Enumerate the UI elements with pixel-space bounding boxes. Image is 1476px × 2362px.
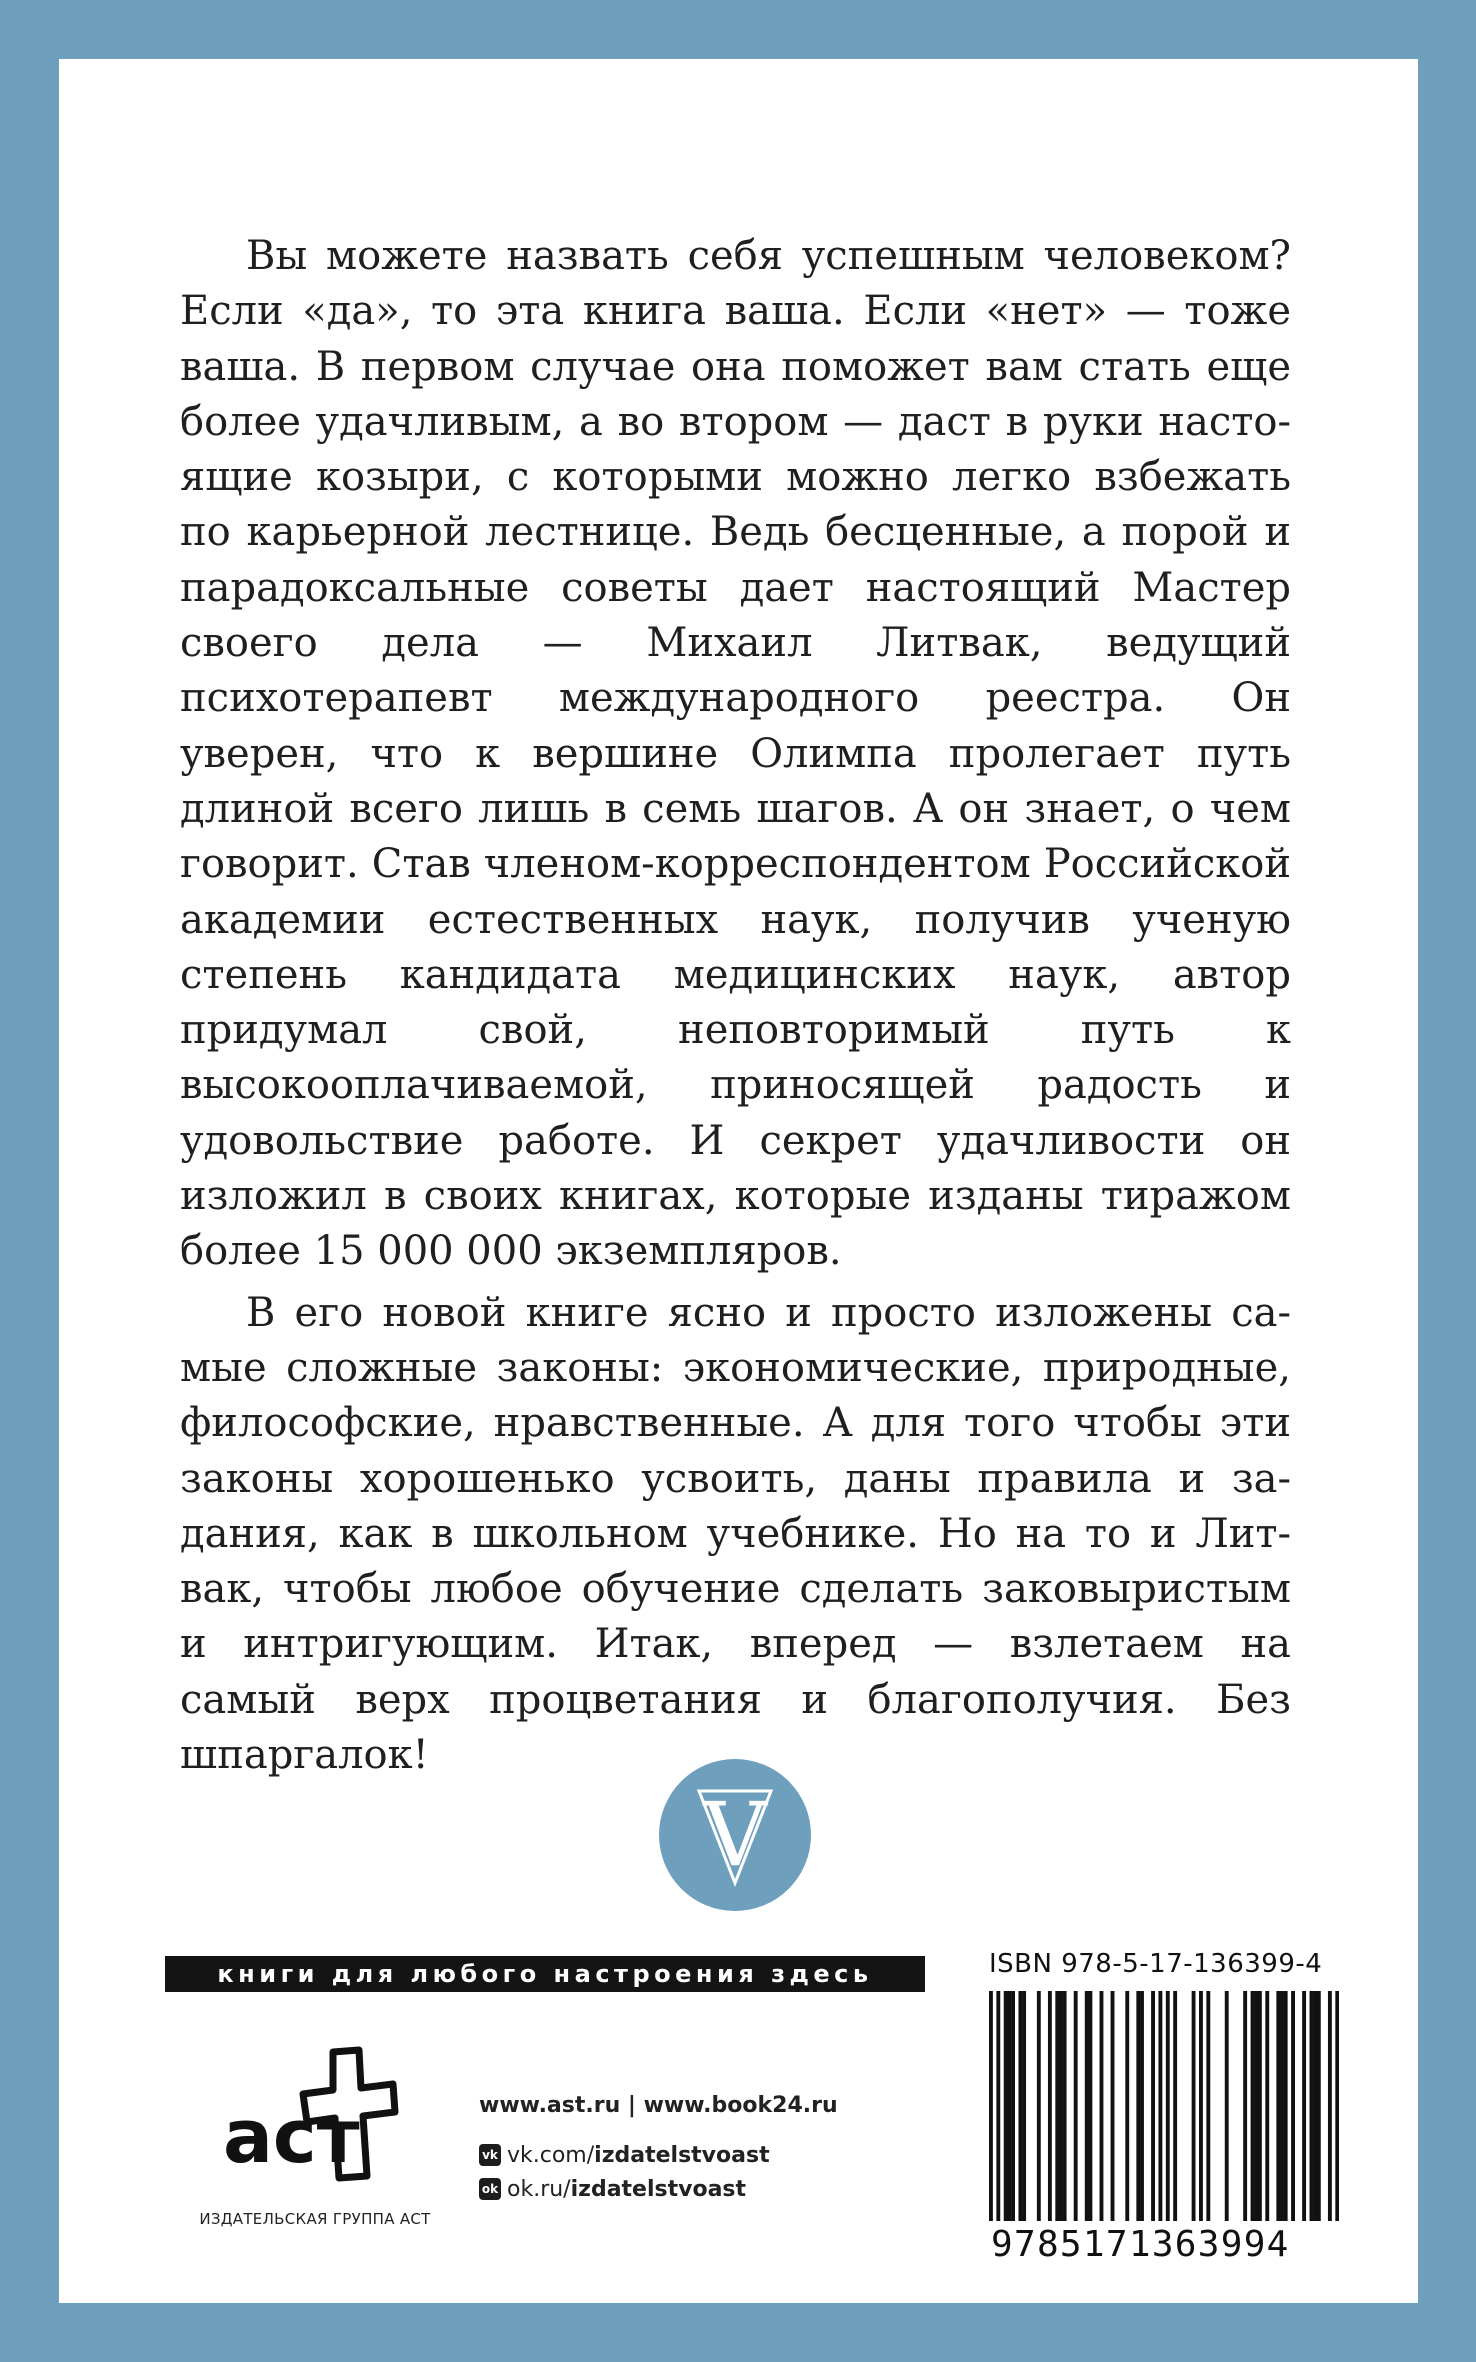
barcode-bar (1254, 1991, 1258, 2221)
barcode-bar (1276, 1991, 1280, 2221)
v-emblem-icon (659, 1759, 811, 1911)
barcode-bar (1166, 1991, 1170, 2221)
barcode-bar (996, 1991, 1000, 2221)
barcode-bar (1225, 1991, 1229, 2221)
barcode-bar (1063, 1991, 1067, 2221)
barcode-bar (1158, 1991, 1162, 2221)
vk-link[interactable] (479, 2139, 838, 2171)
barcode-bar (1280, 1991, 1284, 2221)
slogan-banner: книги для любого настроения здесь (165, 1956, 925, 1992)
barcode-bar (1022, 1991, 1026, 2221)
barcode-bar (1243, 1991, 1247, 2221)
ok-handle: izdatelstvoast (570, 2176, 747, 2202)
websites-link[interactable]: www.ast.ru | www.book24.ru (479, 2093, 838, 2118)
vk-handle: izdatelstvoast (594, 2142, 770, 2168)
barcode-bar (1284, 1991, 1288, 2221)
barcode-bar (1011, 1991, 1015, 2221)
back-cover (59, 59, 1418, 2303)
barcode-bar (1018, 1991, 1022, 2221)
annotation-paragraph-1: Вы можете назвать себя успешным человеком? Если «да», то эта книга ваша. Если «нет» — тоже ваша. В первом случае она поможет вам стать еще более удачливым, а во втором — даст в руки настоящие козыри, с которыми можно легко взбежать по карьерной лестнице. Ведь бесценные, а порой и парадоксальные советы дает настоящий Мастер своего дела — Михаил Литвак, ведущий психотерапевт международного реестра. Он уверен, что к вершине Олимпа пролегает путь длиной всего лишь в семь шагов. А он знает, о чем говорит. Став членом-корреспондентом Российской академии естественных наук, получив ученую степень кандидата медицинских наук, автор придумал свой, неповторимый путь к высокооплачиваемой, приносящей радость и удовольствие работе. И секрет удачливости он изложил в своих книгах, которые изданы тиражом более 15 000 000 экземпляров. (180, 233, 1291, 1275)
barcode-bar (1310, 1991, 1314, 2221)
barcode-bar (1258, 1991, 1262, 2221)
barcode-bar (1111, 1991, 1115, 2221)
barcode-bar (1328, 1991, 1332, 2221)
barcode-bar (1059, 1991, 1063, 2221)
publisher-caption: ИЗДАТЕЛЬСКАЯ ГРУППА АСТ (199, 2210, 431, 2228)
barcode-bar (1199, 1991, 1203, 2221)
barcode-bar (1004, 1991, 1008, 2221)
vk-icon: vk (479, 2144, 501, 2166)
barcode-bar (1335, 1991, 1339, 2221)
barcode-bar (1265, 1991, 1269, 2221)
barcode-bar (989, 1991, 993, 2221)
barcode-bar (1048, 1991, 1052, 2221)
barcode-bar (1317, 1991, 1321, 2221)
isbn-label: ISBN 978-5-17-136399-4 (989, 1949, 1323, 1979)
barcode-bar (1055, 1991, 1059, 2221)
barcode-bar (1173, 1991, 1177, 2221)
barcode-digits: 9785171363994 (991, 2224, 1290, 2265)
annotation-text (180, 229, 1291, 1783)
ok-prefix: ok.ru/ (507, 2176, 571, 2202)
publisher-links (479, 2089, 838, 2205)
publisher-logo (180, 2044, 450, 2234)
barcode-bar (1313, 1991, 1317, 2221)
barcode-bar (1085, 1991, 1089, 2221)
barcode-bar (1007, 1991, 1011, 2221)
barcode-bar (1140, 1991, 1144, 2221)
barcode-bar (1074, 1991, 1078, 2221)
emblem-letter: V (703, 1783, 767, 1886)
barcode-bar (1100, 1991, 1104, 2221)
barcode-bar (1291, 1991, 1295, 2221)
barcode-icon (989, 1991, 1339, 2221)
ok-icon: ok (479, 2178, 501, 2200)
barcode-bar (1151, 1991, 1155, 2221)
vk-prefix: vk.com/ (507, 2142, 595, 2168)
barcode-bar (1136, 1991, 1140, 2221)
barcode-bar (1206, 1991, 1210, 2221)
barcode-bar (1192, 1991, 1196, 2221)
barcode-bar (1125, 1991, 1129, 2221)
ast-logo-icon (215, 2044, 405, 2184)
barcode-bar (1302, 1991, 1306, 2221)
barcode-bar (1088, 1991, 1092, 2221)
ok-link[interactable] (479, 2173, 838, 2205)
barcode-bar (1251, 1991, 1255, 2221)
barcode-bar (1037, 1991, 1041, 2221)
logo-text: аст (223, 2094, 360, 2180)
annotation-paragraph-2: В его новой книге ясно и просто изложены самые сложные законы: экономические, природные, философские, нравственные. А для того чтобы эти законы хорошенько усвоить, даны правила и задания, как в школьном учебнике. Но на то и Литвак, чтобы любое обучение сделать заковыристым и интригующим. Итак, вперед — взлетаем на самый верх процветания и благополучия. Без шпаргалок! (180, 1289, 1291, 1779)
